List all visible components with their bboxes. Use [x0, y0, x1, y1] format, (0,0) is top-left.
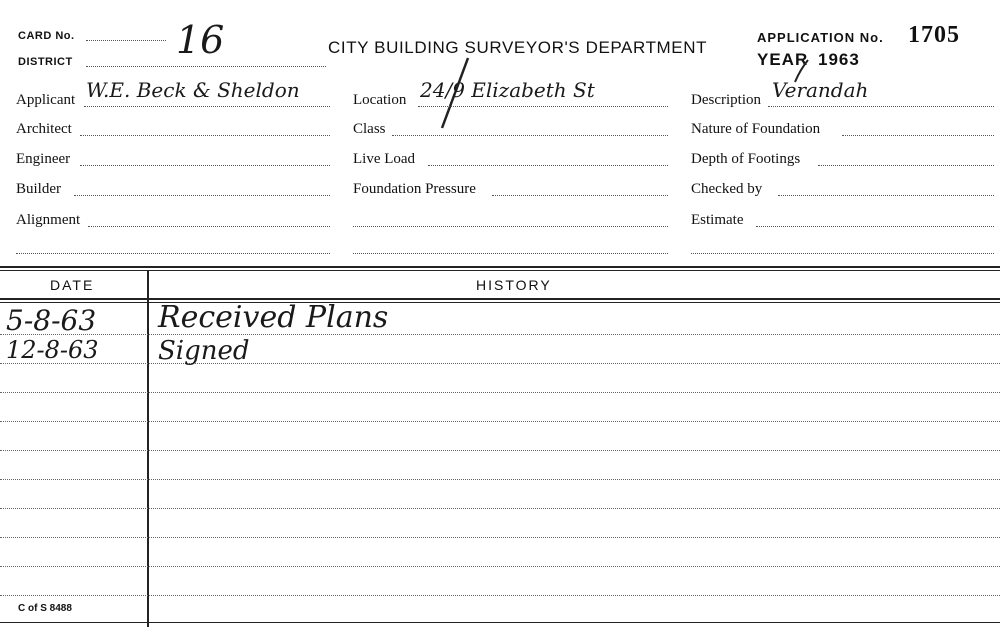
application-label: APPLICATION No.	[757, 30, 884, 45]
district-value: 16	[176, 18, 225, 62]
bottom-edge	[0, 622, 1000, 623]
ruled-line	[0, 450, 1000, 451]
estimate-label: Estimate	[691, 212, 744, 228]
alignment-line	[88, 226, 330, 227]
ruled-line	[0, 479, 1000, 480]
history-entry-text: Received Plans	[158, 300, 389, 335]
history-entry-text: Signed	[158, 336, 250, 366]
description-line	[768, 106, 994, 107]
applicant-line	[84, 106, 330, 107]
department-title: CITY BUILDING SURVEYOR'S DEPARTMENT	[328, 38, 708, 57]
location-line	[418, 106, 668, 107]
ruled-line	[0, 421, 1000, 422]
description-label: Description	[691, 92, 761, 108]
live-load-line	[428, 165, 668, 166]
history-entry-date: 12-8-63	[6, 336, 99, 364]
ruled-line	[0, 334, 1000, 335]
ruled-line	[0, 508, 1000, 509]
section-divider-top-2	[0, 270, 1000, 271]
form-code: C of S 8488	[18, 603, 72, 614]
location-label: Location	[353, 92, 407, 108]
date-history-divider	[147, 270, 149, 627]
engineer-line	[80, 165, 330, 166]
architect-line	[80, 135, 330, 136]
architect-label: Architect	[16, 121, 72, 137]
applicant-value: W.E. Beck & Sheldon	[86, 78, 300, 102]
builder-label: Builder	[16, 181, 61, 197]
history-column-header: HISTORY	[476, 277, 552, 293]
card-no-label: CARD No.	[18, 30, 75, 42]
description-value: Verandah	[772, 78, 869, 102]
section-divider-header	[0, 298, 1000, 300]
nature-of-foundation-label: Nature of Foundation	[691, 121, 821, 137]
year-label: YEAR	[757, 50, 809, 69]
class-line	[392, 135, 668, 136]
builder-line	[74, 195, 330, 196]
district-label: DISTRICT	[18, 56, 73, 68]
foundation-pressure-line	[492, 195, 668, 196]
applicant-label: Applicant	[16, 92, 76, 108]
ruled-line	[0, 595, 1000, 596]
section-divider-top	[0, 266, 1000, 268]
checked-by-line	[778, 195, 994, 196]
engineer-label: Engineer	[16, 151, 71, 167]
depth-of-footings-line	[818, 165, 994, 166]
location-value: 24/9 Elizabeth St	[420, 78, 595, 102]
depth-of-footings-label: Depth of Footings	[691, 151, 801, 167]
estimate-line	[756, 226, 994, 227]
ruled-line	[0, 363, 1000, 364]
live-load-label: Live Load	[353, 151, 416, 167]
checked-by-label: Checked by	[691, 181, 763, 197]
application-number: 1705	[908, 22, 960, 48]
class-label: Class	[353, 121, 386, 137]
ruled-line	[0, 537, 1000, 538]
history-entry-date: 5-8-63	[6, 304, 97, 337]
nature-of-foundation-line	[842, 135, 994, 136]
date-column-header: DATE	[50, 277, 95, 293]
alignment-label: Alignment	[16, 212, 81, 228]
ruled-line	[0, 566, 1000, 567]
col2-line-5	[353, 226, 668, 227]
alignment-line-2	[16, 253, 330, 254]
foundation-pressure-label: Foundation Pressure	[353, 181, 476, 197]
year-value: 1963	[818, 50, 860, 69]
col3-line-6	[691, 253, 994, 254]
ruled-line	[0, 392, 1000, 393]
col2-line-6	[353, 253, 668, 254]
section-divider-header-2	[0, 302, 1000, 303]
